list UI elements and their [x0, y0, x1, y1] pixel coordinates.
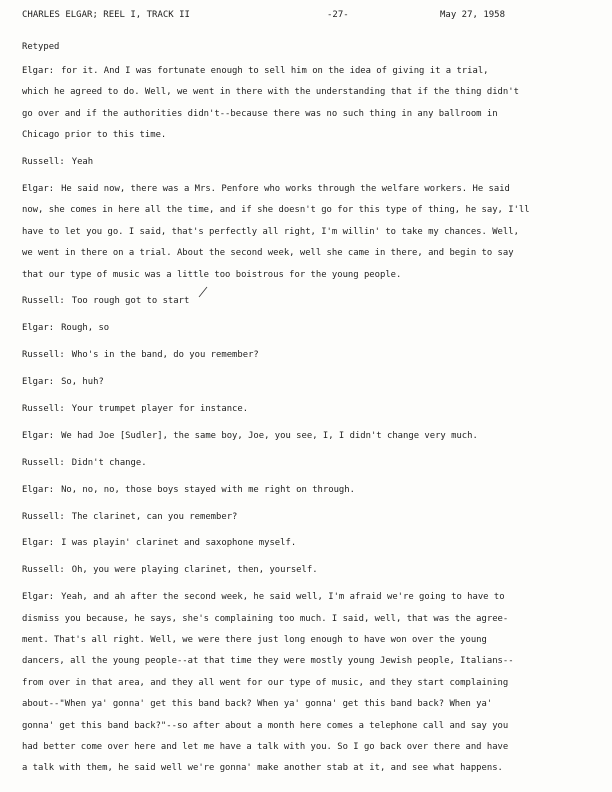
speaker-label: Elgar:: [22, 484, 55, 495]
transcript-line: [22, 694, 592, 715]
transcript-line: [22, 345, 592, 366]
transcript-entry: [22, 318, 592, 339]
line-text: Who's in the band, do you remember?: [71, 350, 259, 361]
transcript-line: [22, 291, 592, 312]
line-text: The clarinet, can you remember?: [71, 511, 238, 522]
header-title: CHARLES ELGAR; REEL I, TRACK II: [22, 10, 190, 20]
transcript-entry: [22, 345, 592, 366]
line-text: dismiss you because, he says, she's complaining too much. I said, well, that was the agree-: [22, 613, 509, 624]
speaker-label: Elgar:: [22, 430, 55, 441]
transcript-entry: [22, 179, 592, 286]
line-text: have to let you go. I said, that's perfectly all right, I'm willin' to take my chances. Well,: [22, 226, 519, 237]
line-text: Too rough got to start: [71, 296, 190, 307]
transcript-line: [22, 651, 592, 672]
transcript-line: [22, 265, 592, 286]
transcript-body: [22, 61, 592, 785]
transcript-line: [22, 372, 592, 393]
line-text: that our type of music was a little too boistrous for the young people.: [22, 269, 402, 280]
transcript-entry: [22, 291, 592, 312]
transcript-line: [22, 104, 592, 125]
transcript-line: [22, 560, 592, 581]
page-number: -27-: [327, 10, 349, 20]
speaker-label: Elgar:: [22, 183, 55, 194]
header-date: May 27, 1958: [440, 10, 506, 20]
speaker-label: Russell:: [22, 350, 65, 361]
transcript-entry: [22, 399, 592, 420]
speaker-label: Elgar:: [22, 323, 55, 334]
speaker-label: Russell:: [22, 296, 65, 307]
transcript-line: [22, 399, 592, 420]
line-text: which he agreed to do. Well, we went in there with the understanding that if the thing didn't: [22, 87, 519, 98]
speaker-label: Russell:: [22, 157, 65, 168]
line-text: now, she comes in here all the time, and if she doesn't go for this type of thing, he say, I'll: [22, 205, 530, 216]
transcript-line: [22, 82, 592, 103]
transcript-line: [22, 480, 592, 501]
transcript-line: [22, 630, 592, 651]
transcript-line: [22, 61, 592, 82]
line-text: Oh, you were playing clarinet, then, yourself.: [71, 565, 318, 576]
line-text: So, huh?: [61, 377, 104, 388]
transcript-line: [22, 758, 592, 779]
line-text: Rough, so: [61, 323, 110, 334]
line-text: ment. That's all right. Well, we were there just long enough to have won over the young: [22, 634, 487, 645]
speaker-label: Elgar:: [22, 377, 55, 388]
transcript-entry: [22, 587, 592, 780]
line-text: No, no, no, those boys stayed with me right on through.: [61, 484, 355, 495]
transcript-line: [22, 200, 592, 221]
transcript-entry: [22, 560, 592, 581]
line-text: Chicago prior to this time.: [22, 130, 167, 141]
transcript-line: [22, 507, 592, 528]
line-text: We had Joe [Sudler], the same boy, Joe, you see, I, I didn't change very much.: [61, 430, 478, 441]
speaker-label: Russell:: [22, 403, 65, 414]
transcript-entry: [22, 533, 592, 554]
line-text: had better come over here and let me have a talk with you. So I go back over there and have: [22, 741, 509, 752]
speaker-label: Elgar:: [22, 538, 55, 549]
speaker-label: Elgar:: [22, 66, 55, 76]
line-text: a talk with them, he said well we're gonna' make another stab at it, and see what happens.: [22, 763, 503, 774]
transcript-line: [22, 426, 592, 447]
transcript-entry: [22, 61, 592, 147]
line-text: dancers, all the young people--at that time they were mostly young Jewish people, Italians--: [22, 656, 514, 667]
line-text: for it. And I was fortunate enough to sell him on the idea of giving it a trial,: [61, 66, 489, 76]
transcript-line: [22, 318, 592, 339]
transcript-line: [22, 533, 592, 554]
transcript-line: [22, 609, 592, 630]
transcript-entry: [22, 152, 592, 173]
transcript-entry: [22, 480, 592, 501]
line-text: go over and if the authorities didn't--because there was no such thing in any ballroom in: [22, 108, 498, 119]
transcript-line: [22, 737, 592, 758]
line-text: Didn't change.: [71, 457, 147, 468]
line-text: Yeah, and ah after the second week, he said well, I'm afraid we're going to have to: [61, 592, 505, 603]
speaker-label: Russell:: [22, 457, 65, 468]
line-text: He said now, there was a Mrs. Penfore who works through the welfare workers. He said: [61, 183, 510, 194]
transcript-entry: [22, 372, 592, 393]
speaker-label: Russell:: [22, 565, 65, 576]
transcript-line: [22, 243, 592, 264]
line-text: about--"When ya' gonna' get this band back? When ya' gonna' get this band back? When ya': [22, 699, 493, 710]
pen-check-mark: [198, 286, 208, 298]
line-text: from over in that area, and they all went for our type of music, and they start complaining: [22, 677, 509, 688]
transcript-line: [22, 587, 592, 608]
transcript-entry: [22, 426, 592, 447]
line-text: gonna' get this band back?"--so after about a month here comes a telephone call and say you: [22, 720, 509, 731]
transcript-line: [22, 152, 592, 173]
transcript-entry: [22, 507, 592, 528]
transcript-line: [22, 125, 592, 146]
transcript-line: [22, 179, 592, 200]
speaker-label: Russell:: [22, 511, 65, 522]
transcript-line: [22, 222, 592, 243]
transcript-line: [22, 453, 592, 474]
transcript-line: [22, 716, 592, 737]
line-text: Yeah: [71, 157, 94, 168]
transcript-line: [22, 673, 592, 694]
line-text: Your trumpet player for instance.: [71, 403, 249, 414]
retyped-label: Retyped: [22, 42, 60, 52]
line-text: we went in there on a trial. About the second week, well she came in there, and begin to say: [22, 248, 514, 259]
speaker-label: Elgar:: [22, 592, 55, 603]
line-text: I was playin' clarinet and saxophone myself.: [61, 538, 297, 549]
transcript-entry: [22, 453, 592, 474]
